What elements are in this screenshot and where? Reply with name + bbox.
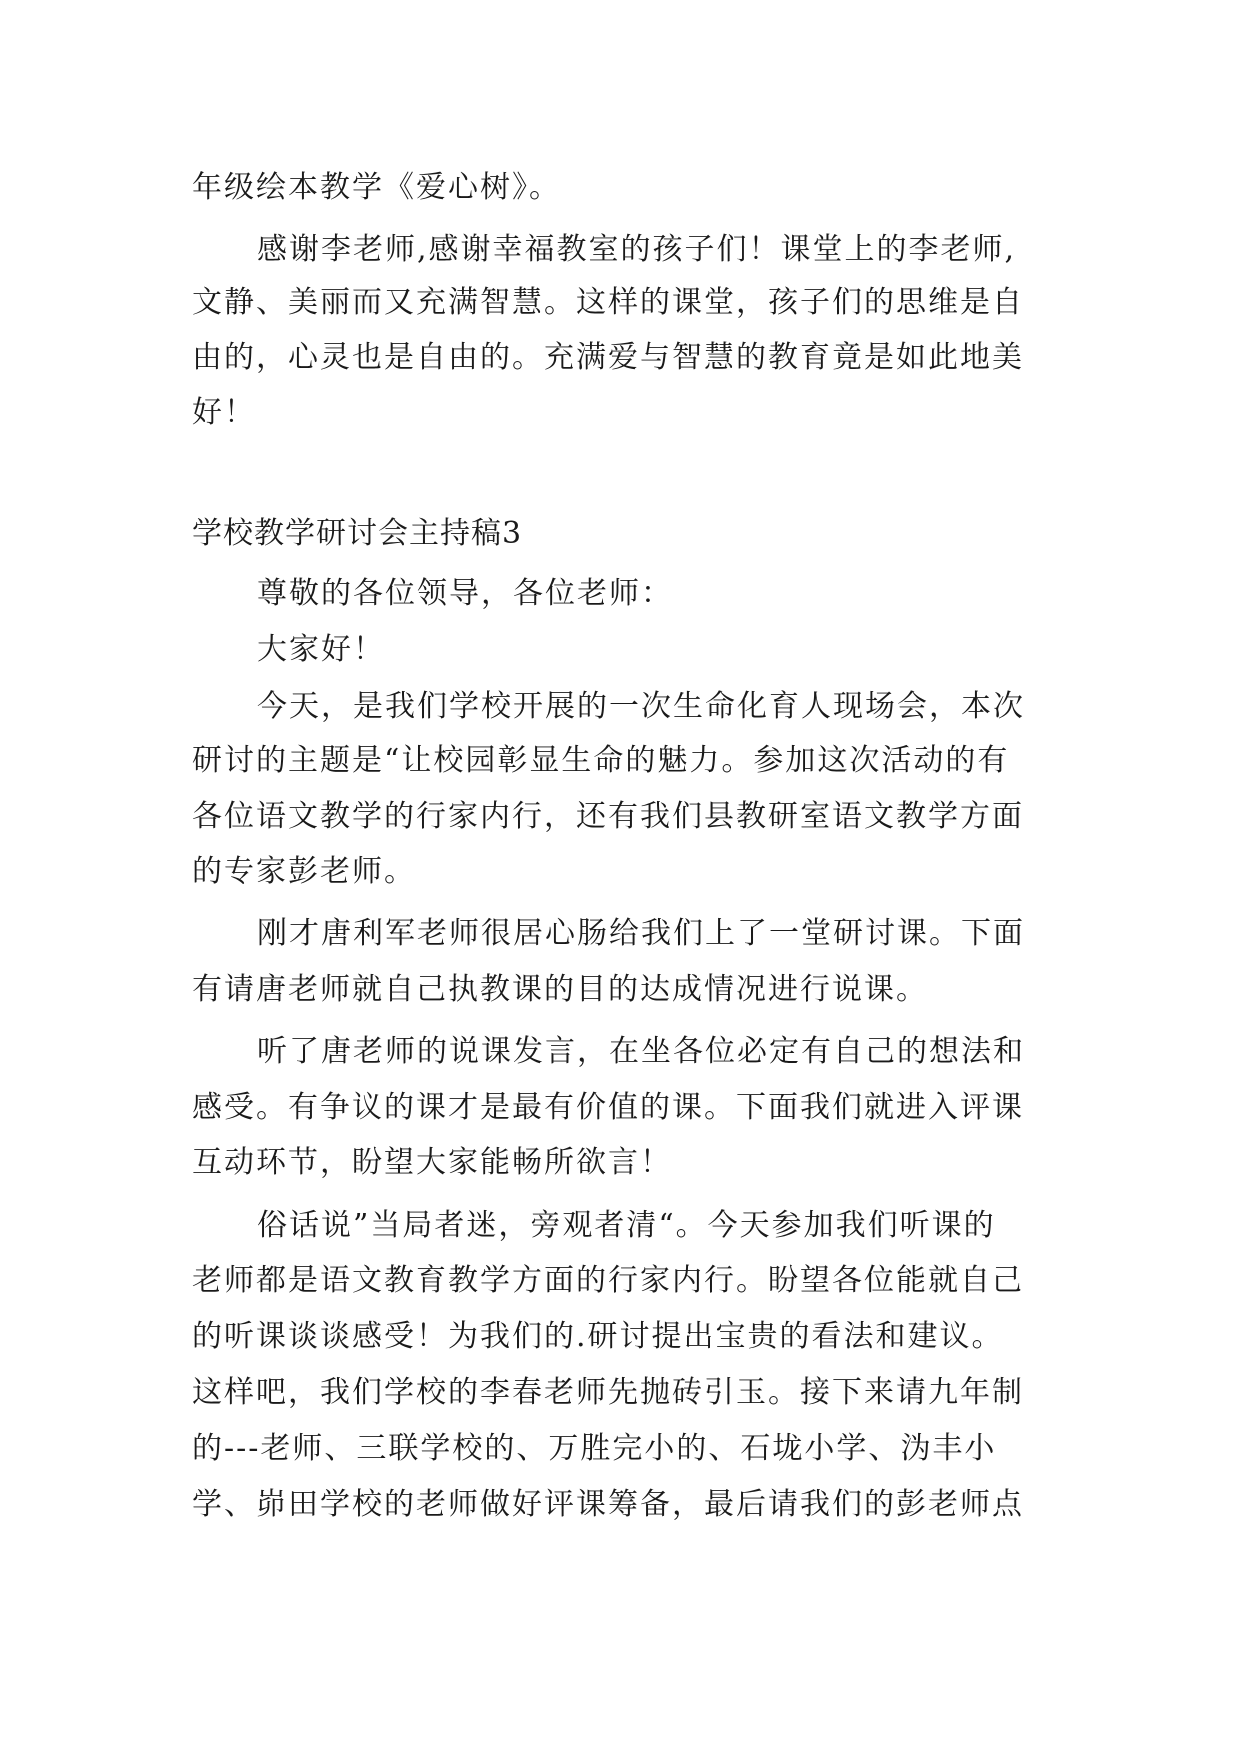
paragraph-line: 尊敬的各位领导，各位老师： — [257, 576, 673, 611]
paragraph-line: 俗话说”当局者迷，旁观者清“。今天参加我们听课的 — [257, 1208, 996, 1243]
paragraph-line: 有请唐老师就自己执教课的目的达成情况进行说课。 — [192, 972, 928, 1007]
paragraph-line: 互动环节，盼望大家能畅所欲言！ — [192, 1145, 672, 1180]
section-heading: 学校教学研讨会主持稿3 — [192, 516, 523, 551]
paragraph-line: 大家好！ — [257, 632, 385, 667]
paragraph-line: 的听课谈谈感受！为我们的.研讨提出宝贵的看法和建议。 — [192, 1319, 1004, 1354]
paragraph-line: 今天，是我们学校开展的一次生命化育人现场会，本次 — [257, 689, 1025, 724]
paragraph-line: 学、峁田学校的老师做好评课筹备，最后请我们的彭老师点 — [192, 1487, 1024, 1522]
paragraph-line: 的专家彭老师。 — [192, 854, 416, 889]
paragraph-line: 研讨的主题是“让校园彰显生命的魅力。参加这次活动的有 — [192, 743, 1010, 778]
paragraph-line: 老师都是语文教育教学方面的行家内行。盼望各位能就自己 — [192, 1263, 1024, 1298]
paragraph-line: 听了唐老师的说课发言，在坐各位必定有自己的想法和 — [257, 1034, 1025, 1069]
paragraph-line: 由的，心灵也是自由的。充满爱与智慧的教育竟是如此地美 — [192, 340, 1024, 375]
paragraph-line: 刚才唐利军老师很居心肠给我们上了一堂研讨课。下面 — [257, 916, 1025, 951]
paragraph-line: 的---老师、三联学校的、万胜完小的、石垅小学、沩丰小 — [192, 1431, 997, 1466]
paragraph-line: 这样吧，我们学校的李春老师先抛砖引玉。接下来请九年制 — [192, 1375, 1024, 1410]
paragraph-line: 感受。有争议的课才是最有价值的课。下面我们就进入评课 — [192, 1090, 1024, 1125]
paragraph-line: 感谢李老师,感谢幸福教室的孩子们！课堂上的李老师, — [257, 232, 1017, 267]
paragraph-line: 文静、美丽而又充满智慧。这样的课堂，孩子们的思维是自 — [192, 285, 1024, 320]
paragraph-line: 好！ — [192, 395, 256, 430]
paragraph-line: 各位语文教学的行家内行，还有我们县教研室语文教学方面 — [192, 799, 1024, 834]
paragraph-line: 年级绘本教学《爱心树》。 — [192, 170, 561, 205]
